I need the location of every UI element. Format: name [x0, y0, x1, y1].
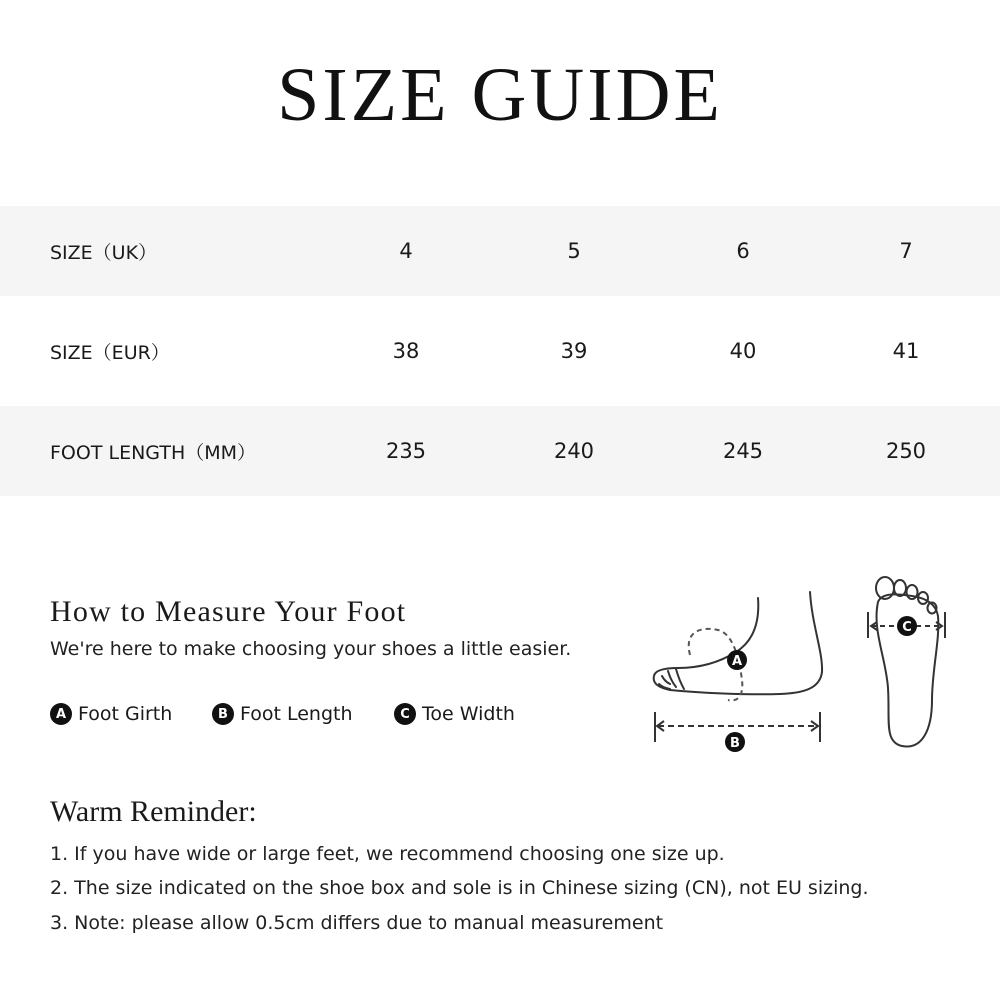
- table-cell: 39: [560, 339, 588, 363]
- table-cell: 5: [567, 239, 581, 263]
- legend-label: Foot Girth: [78, 703, 173, 725]
- table-cell: 245: [722, 439, 764, 463]
- measure-subtitle: We're here to make choosing your shoes a little easier.: [50, 638, 572, 660]
- reminder-note-2: 2. The size indicated on the shoe box and sole is in Chinese sizing (CN), not EU sizing.: [50, 877, 869, 899]
- badge-b-icon: B: [212, 703, 234, 725]
- table-cell: 235: [385, 439, 427, 463]
- table-cell: 250: [885, 439, 927, 463]
- badge-c-icon: C: [394, 703, 416, 725]
- table-cell: 41: [892, 339, 920, 363]
- svg-text:A: A: [731, 654, 743, 669]
- reminder-note-3: 3. Note: please allow 0.5cm differs due to manual measurement: [50, 912, 664, 934]
- diagram-badge-b-icon: [725, 732, 745, 752]
- page-title: SIZE GUIDE: [277, 53, 723, 137]
- row-label: SIZE（UK）: [50, 241, 158, 264]
- table-cell: 38: [392, 339, 420, 363]
- measure-title: How to Measure Your Foot: [50, 595, 407, 628]
- legend-label: Foot Length: [240, 703, 353, 725]
- table-cell: 40: [729, 339, 757, 363]
- reminder-note-1: 1. If you have wide or large feet, we recommend choosing one size up.: [50, 843, 725, 865]
- diagram-badge-c-icon: [897, 616, 917, 636]
- legend-label: Toe Width: [422, 703, 515, 725]
- table-cell: 4: [399, 239, 413, 263]
- legend-foot-length: [212, 703, 353, 725]
- table-row-foot-length: [0, 406, 1000, 496]
- legend-toe-width: [394, 703, 515, 725]
- svg-text:B: B: [730, 736, 740, 751]
- badge-a-icon: A: [50, 703, 72, 725]
- diagram-badge-a-icon: [727, 650, 747, 670]
- size-table: [0, 206, 1000, 496]
- foot-sole-view-icon: [876, 577, 938, 747]
- reminder-title: Warm Reminder:: [50, 795, 257, 828]
- svg-text:C: C: [902, 620, 912, 635]
- foot-side-view-icon: [654, 592, 822, 694]
- foot-diagram-icon: [640, 570, 960, 760]
- legend-foot-girth: [50, 703, 172, 725]
- row-label: FOOT LENGTH（MM）: [50, 441, 257, 464]
- row-label: SIZE（EUR）: [50, 341, 170, 364]
- table-cell: 7: [899, 239, 913, 263]
- table-cell: 6: [736, 239, 750, 263]
- table-row-eur: [0, 296, 1000, 406]
- table-row-uk: [0, 206, 1000, 296]
- table-cell: 240: [553, 439, 595, 463]
